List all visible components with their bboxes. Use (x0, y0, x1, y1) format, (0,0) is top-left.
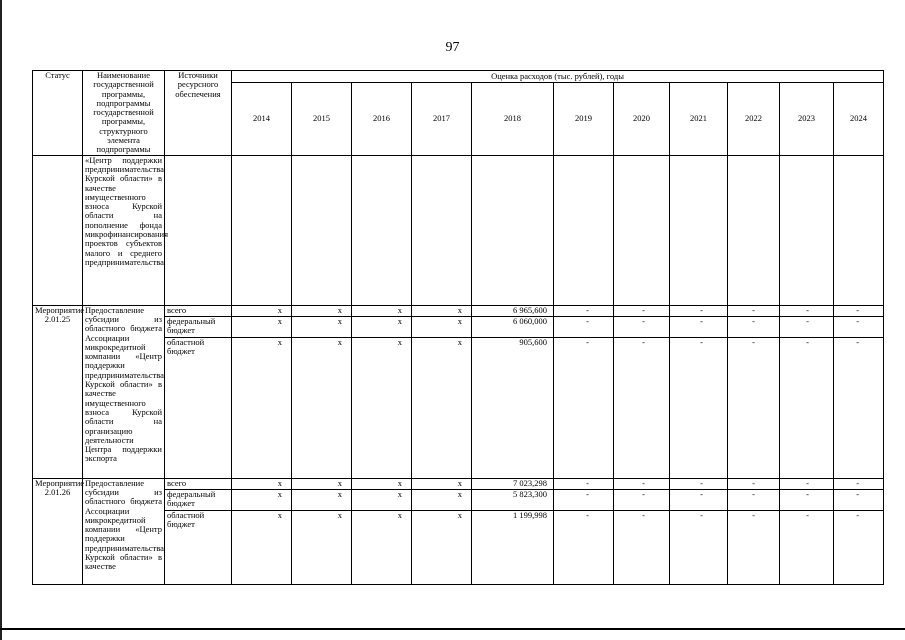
value-cell: x (292, 510, 352, 584)
source-label: федеральный бюджет (165, 489, 232, 510)
value-cell: - (728, 510, 780, 584)
header-year: 2021 (670, 82, 728, 155)
value-cell: - (614, 316, 670, 337)
value-cell: x (292, 316, 352, 337)
header-year: 2019 (554, 82, 614, 155)
value-cell: x (412, 305, 472, 316)
empty-cell (352, 155, 412, 305)
header-source: Источники ресурсного обеспечения (165, 71, 232, 156)
header-year: 2017 (412, 82, 472, 155)
value-cell: - (670, 510, 728, 584)
value-cell: x (232, 305, 292, 316)
value-cell: - (728, 305, 780, 316)
value-cell: - (834, 489, 884, 510)
value-cell: - (780, 316, 834, 337)
value-cell: x (232, 478, 292, 489)
value-cell: x (352, 510, 412, 584)
value-cell: - (728, 489, 780, 510)
empty-cell (780, 155, 834, 305)
value-cell: - (780, 510, 834, 584)
scan-edge-line (0, 0, 2, 640)
header-year: 2024 (834, 82, 884, 155)
value-cell: x (232, 489, 292, 510)
source-label: всего (165, 478, 232, 489)
value-cell: 905,600 (472, 337, 554, 478)
empty-cell (472, 155, 554, 305)
value-cell: - (728, 478, 780, 489)
empty-cell (232, 155, 292, 305)
scan-bottom-line (0, 628, 905, 630)
value-cell: 5 823,300 (472, 489, 554, 510)
empty-cell (728, 155, 780, 305)
value-cell: x (232, 337, 292, 478)
header-year: 2020 (614, 82, 670, 155)
value-cell: 6 965,600 (472, 305, 554, 316)
value-cell: 6 060,000 (472, 316, 554, 337)
header-year: 2022 (728, 82, 780, 155)
value-cell: x (292, 305, 352, 316)
value-cell: - (728, 337, 780, 478)
header-year: 2015 (292, 82, 352, 155)
value-cell: 7 023,298 (472, 478, 554, 489)
value-cell: x (352, 316, 412, 337)
value-cell: x (412, 316, 472, 337)
value-cell: - (834, 510, 884, 584)
empty-cell (670, 155, 728, 305)
value-cell: x (412, 510, 472, 584)
header-status: Статус (33, 71, 83, 156)
expenses-table (32, 70, 884, 585)
value-cell: - (834, 305, 884, 316)
row-name: Предоставление субсидии из областного бюджета Ассоциации микрокредитной компании «Центр поддержки предпринимательства Курской области» в качестве имущественного взноса Курской области на организацию деятельности Центра поддержки экспорта (83, 305, 165, 478)
value-cell: - (670, 337, 728, 478)
value-cell: x (352, 478, 412, 489)
value-cell: x (352, 305, 412, 316)
value-cell: - (554, 478, 614, 489)
header-year: 2016 (352, 82, 412, 155)
value-cell: - (670, 478, 728, 489)
value-cell: - (614, 337, 670, 478)
source-label: федеральный бюджет (165, 316, 232, 337)
value-cell: - (670, 305, 728, 316)
row-status: Мероприятие 2.01.26 (33, 478, 83, 584)
value-cell: - (834, 316, 884, 337)
empty-cell (165, 155, 232, 305)
value-cell: - (554, 337, 614, 478)
source-label: всего (165, 305, 232, 316)
value-cell: - (670, 316, 728, 337)
value-cell: - (614, 305, 670, 316)
value-cell: - (554, 305, 614, 316)
page-number: 97 (445, 40, 460, 55)
value-cell: - (614, 510, 670, 584)
header-expenses: Оценка расходов (тыс. рублей), годы (232, 71, 884, 83)
expenses-table-wrap (32, 70, 883, 585)
value-cell: - (614, 489, 670, 510)
empty-cell (614, 155, 670, 305)
value-cell: - (554, 316, 614, 337)
empty-cell (834, 155, 884, 305)
value-cell: x (352, 489, 412, 510)
header-year: 2014 (232, 82, 292, 155)
source-label: областной бюджет (165, 510, 232, 584)
header-year: 2023 (780, 82, 834, 155)
row-name: Предоставление субсидии из областного бюджета Ассоциации микрокредитной компании «Центр поддержки предпринимательства Курской области» в качестве (83, 478, 165, 584)
empty-cell (412, 155, 472, 305)
value-cell: - (728, 316, 780, 337)
row-status: Мероприятие 2.01.25 (33, 305, 83, 478)
value-cell: - (780, 489, 834, 510)
source-label: областной бюджет (165, 337, 232, 478)
value-cell: - (834, 478, 884, 489)
value-cell: x (412, 478, 472, 489)
empty-cell (292, 155, 352, 305)
value-cell: - (834, 337, 884, 478)
value-cell: x (232, 510, 292, 584)
status-cell-empty (33, 155, 83, 305)
value-cell: - (554, 510, 614, 584)
value-cell: x (352, 337, 412, 478)
header-name: Наименование государственной программы, подпрограммы государственной программы, структурного элемента подпрограммы (83, 71, 165, 156)
value-cell: - (780, 337, 834, 478)
value-cell: x (292, 478, 352, 489)
continued-name: «Центр поддержки предпринимательства Курской области» в качестве имущественного взноса Курской области на пополнение фонда микрофинансирования проектов субъектов малого и среднего предпринимательства (83, 155, 165, 305)
value-cell: 1 199,998 (472, 510, 554, 584)
value-cell: x (292, 337, 352, 478)
value-cell: - (554, 489, 614, 510)
value-cell: x (412, 337, 472, 478)
value-cell: x (412, 489, 472, 510)
value-cell: - (614, 478, 670, 489)
value-cell: - (780, 478, 834, 489)
value-cell: x (232, 316, 292, 337)
empty-cell (554, 155, 614, 305)
header-year: 2018 (472, 82, 554, 155)
value-cell: - (670, 489, 728, 510)
value-cell: x (292, 489, 352, 510)
value-cell: - (780, 305, 834, 316)
